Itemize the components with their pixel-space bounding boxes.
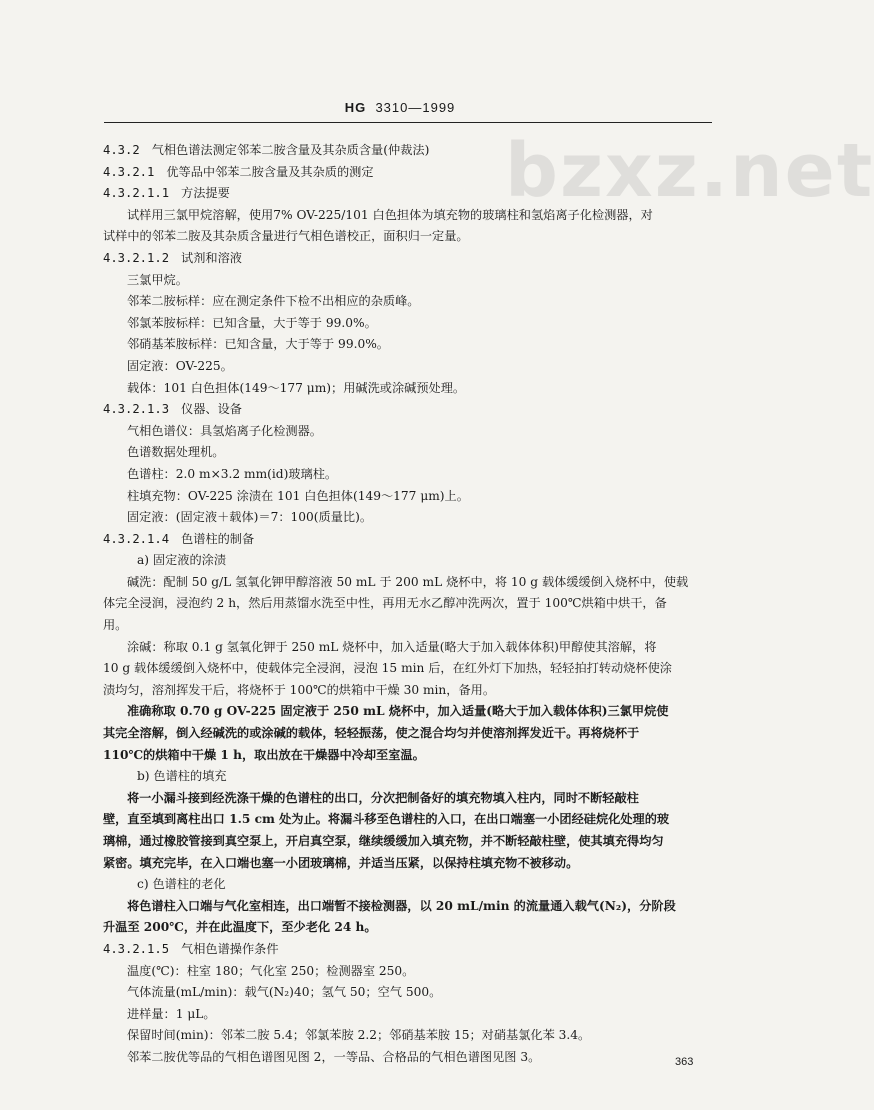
paragraph-line: 进样量：1 μL。 <box>127 1006 216 1021</box>
document-body <box>103 140 715 1069</box>
paragraph-continuation: 110℃的烘箱中干燥 1 h，取出放在干燥器中冷却至室温。 <box>103 747 425 762</box>
page-number: 363 <box>675 1056 694 1068</box>
paragraph-line: 准确称取 0.70 g OV-225 固定液于 250 mL 烧杯中，加入适量(略大于加入载体体积)三氯甲烷使 <box>127 704 669 719</box>
subheading: b) 色谱柱的填充 <box>137 769 227 784</box>
paragraph-line: 温度(℃)：柱室 180；气化室 250；检测器室 250。 <box>127 963 415 978</box>
paragraph-continuation: 升温至 200℃，并在此温度下，至少老化 24 h。 <box>103 920 377 935</box>
section-heading <box>103 162 715 184</box>
section-title: 试剂和溶液 <box>181 250 242 265</box>
paragraph-continuation: 紧密。填充完毕，在入口端也塞一小团玻璃棉，并适当压紧，以保持柱填充物不被移动。 <box>103 855 579 870</box>
paragraph-line: 载体：101 白色担体(149～177 μm)；用碱洗或涂碱预处理。 <box>127 380 466 395</box>
paragraph-continuation: 用。 <box>103 618 128 633</box>
paragraph-line: 气相色谱仪：具氢焰离子化检测器。 <box>127 423 322 438</box>
paragraph-line: 柱填充物：OV-225 涂渍在 101 白色担体(149～177 μm)上。 <box>127 488 469 503</box>
paragraph-line: 涂碱：称取 0.1 g 氢氧化钾于 250 mL 烧杯中，加入适量(略大于加入载体体积)甲醇使其溶解，将 <box>127 639 657 654</box>
section-number: 4.3.2.1.2 <box>103 250 170 265</box>
paragraph-line: 保留时间(min)：邻苯二胺 5.4；邻氯苯胺 2.2；邻硝基苯胺 15；对硝基氯化苯 3.4。 <box>127 1028 591 1043</box>
paragraph-continuation: 璃棉，通过橡胶管接到真空泵上，开启真空泵，继续缓缓加入填充物，并不断轻敲柱壁，使其填充得均匀 <box>103 834 664 848</box>
section-heading <box>103 248 715 270</box>
paragraph-line: 试样用三氯甲烷溶解，使用7% OV-225/101 白色担体为填充物的玻璃柱和氢焰离子化检测器，对 <box>127 207 653 222</box>
section-title: 气相色谱操作条件 <box>181 941 279 956</box>
paragraph-continuation: 壁，直至填到离柱出口 1.5 cm 处为止。将漏斗移至色谱柱的入口，在出口端塞一小团经硅烷化处理的玻 <box>103 812 670 827</box>
paragraph-line: 色谱柱：2.0 m×3.2 mm(id)玻璃柱。 <box>127 466 338 481</box>
section-number: 4.3.2.1.4 <box>103 531 170 546</box>
paragraph-line: 将色谱柱入口端与气化室相连，出口端暂不接检测器，以 20 mL/min 的流量通入载气(N₂)，分阶段 <box>127 898 676 913</box>
watermark: bzxz.net <box>505 128 874 214</box>
paragraph-line: 三氯甲烷。 <box>127 272 188 287</box>
section-title: 优等品中邻苯二胺含量及其杂质的测定 <box>166 164 374 179</box>
paragraph-continuation: 渍均匀，溶剂挥发干后，将烧杯于 100℃的烘箱中干燥 30 min，备用。 <box>103 682 496 697</box>
section-title: 仪器、设备 <box>181 402 242 417</box>
paragraph-continuation: 其完全溶解，倒入经碱洗的或涂碱的载体，轻轻振荡，使之混合均匀并使溶剂挥发近干。再将烧杯于 <box>103 726 640 741</box>
section-heading <box>103 529 715 551</box>
section-heading <box>103 183 715 205</box>
section-heading <box>103 140 715 162</box>
paragraph-line: 色谱数据处理机。 <box>127 445 225 460</box>
section-number: 4.3.2.1.1 <box>103 186 170 201</box>
paragraph-line: 邻硝基苯胺标样：已知含量，大于等于 99.0%。 <box>127 337 389 352</box>
paragraph-line: 邻苯二胺标样：应在测定条件下检不出相应的杂质峰。 <box>127 294 420 309</box>
section-title: 气相色谱法测定邻苯二胺含量及其杂质含量(仲裁法) <box>151 143 430 157</box>
section-number: 4.3.2.1.5 <box>103 941 170 956</box>
section-title: 色谱柱的制备 <box>181 531 255 546</box>
paragraph-line: 碱洗：配制 50 g/L 氢氧化钾甲醇溶液 50 mL 于 200 mL 烧杯中，将 10 g 载体缓缓倒入烧杯中，使载 <box>127 574 689 589</box>
paragraph-line: 气体流量(mL/min)：载气(N₂)40；氢气 50；空气 500。 <box>127 985 442 1000</box>
paragraph-line: 固定液：(固定液＋载体)＝7：100(质量比)。 <box>127 510 373 525</box>
paragraph-line: 固定液：OV-225。 <box>127 358 233 373</box>
section-heading <box>103 939 715 961</box>
section-title: 方法提要 <box>181 186 230 201</box>
standard-number: 3310—1999 <box>375 100 456 115</box>
header-rule <box>104 122 712 123</box>
subheading: c) 色谱柱的老化 <box>137 877 226 892</box>
subheading: a) 固定液的涂渍 <box>137 553 227 568</box>
section-heading <box>103 399 715 421</box>
paragraph-line: 邻苯二胺优等品的气相色谱图见图 2，一等品、合格品的气相色谱图见图 3。 <box>127 1049 541 1064</box>
paragraph-continuation: 试样中的邻苯二胺及其杂质含量进行气相色谱校正，面积归一定量。 <box>103 229 469 244</box>
section-number: 4.3.2.1.3 <box>103 402 170 417</box>
paragraph-line: 将一小漏斗接到经洗涤干燥的色谱柱的出口，分次把制备好的填充物填入柱内，同时不断轻敲柱 <box>127 790 639 805</box>
section-number: 4.3.2.1 <box>103 164 155 179</box>
standard-code: HG <box>344 100 367 115</box>
section-number: 4.3.2 <box>103 143 140 157</box>
paragraph-continuation: 10 g 载体缓缓倒入烧杯中，使载体完全浸润，浸泡 15 min 后，在红外灯下加热，轻轻拍打转动烧杯使涂 <box>103 661 672 676</box>
paragraph-line: 邻氯苯胺标样：已知含量，大于等于 99.0%。 <box>127 315 377 330</box>
paragraph-continuation: 体完全浸润，浸泡约 2 h，然后用蒸馏水洗至中性，再用无水乙醇冲洗两次，置于 100℃烘箱中烘干，备 <box>103 596 667 611</box>
page-header <box>0 100 800 115</box>
